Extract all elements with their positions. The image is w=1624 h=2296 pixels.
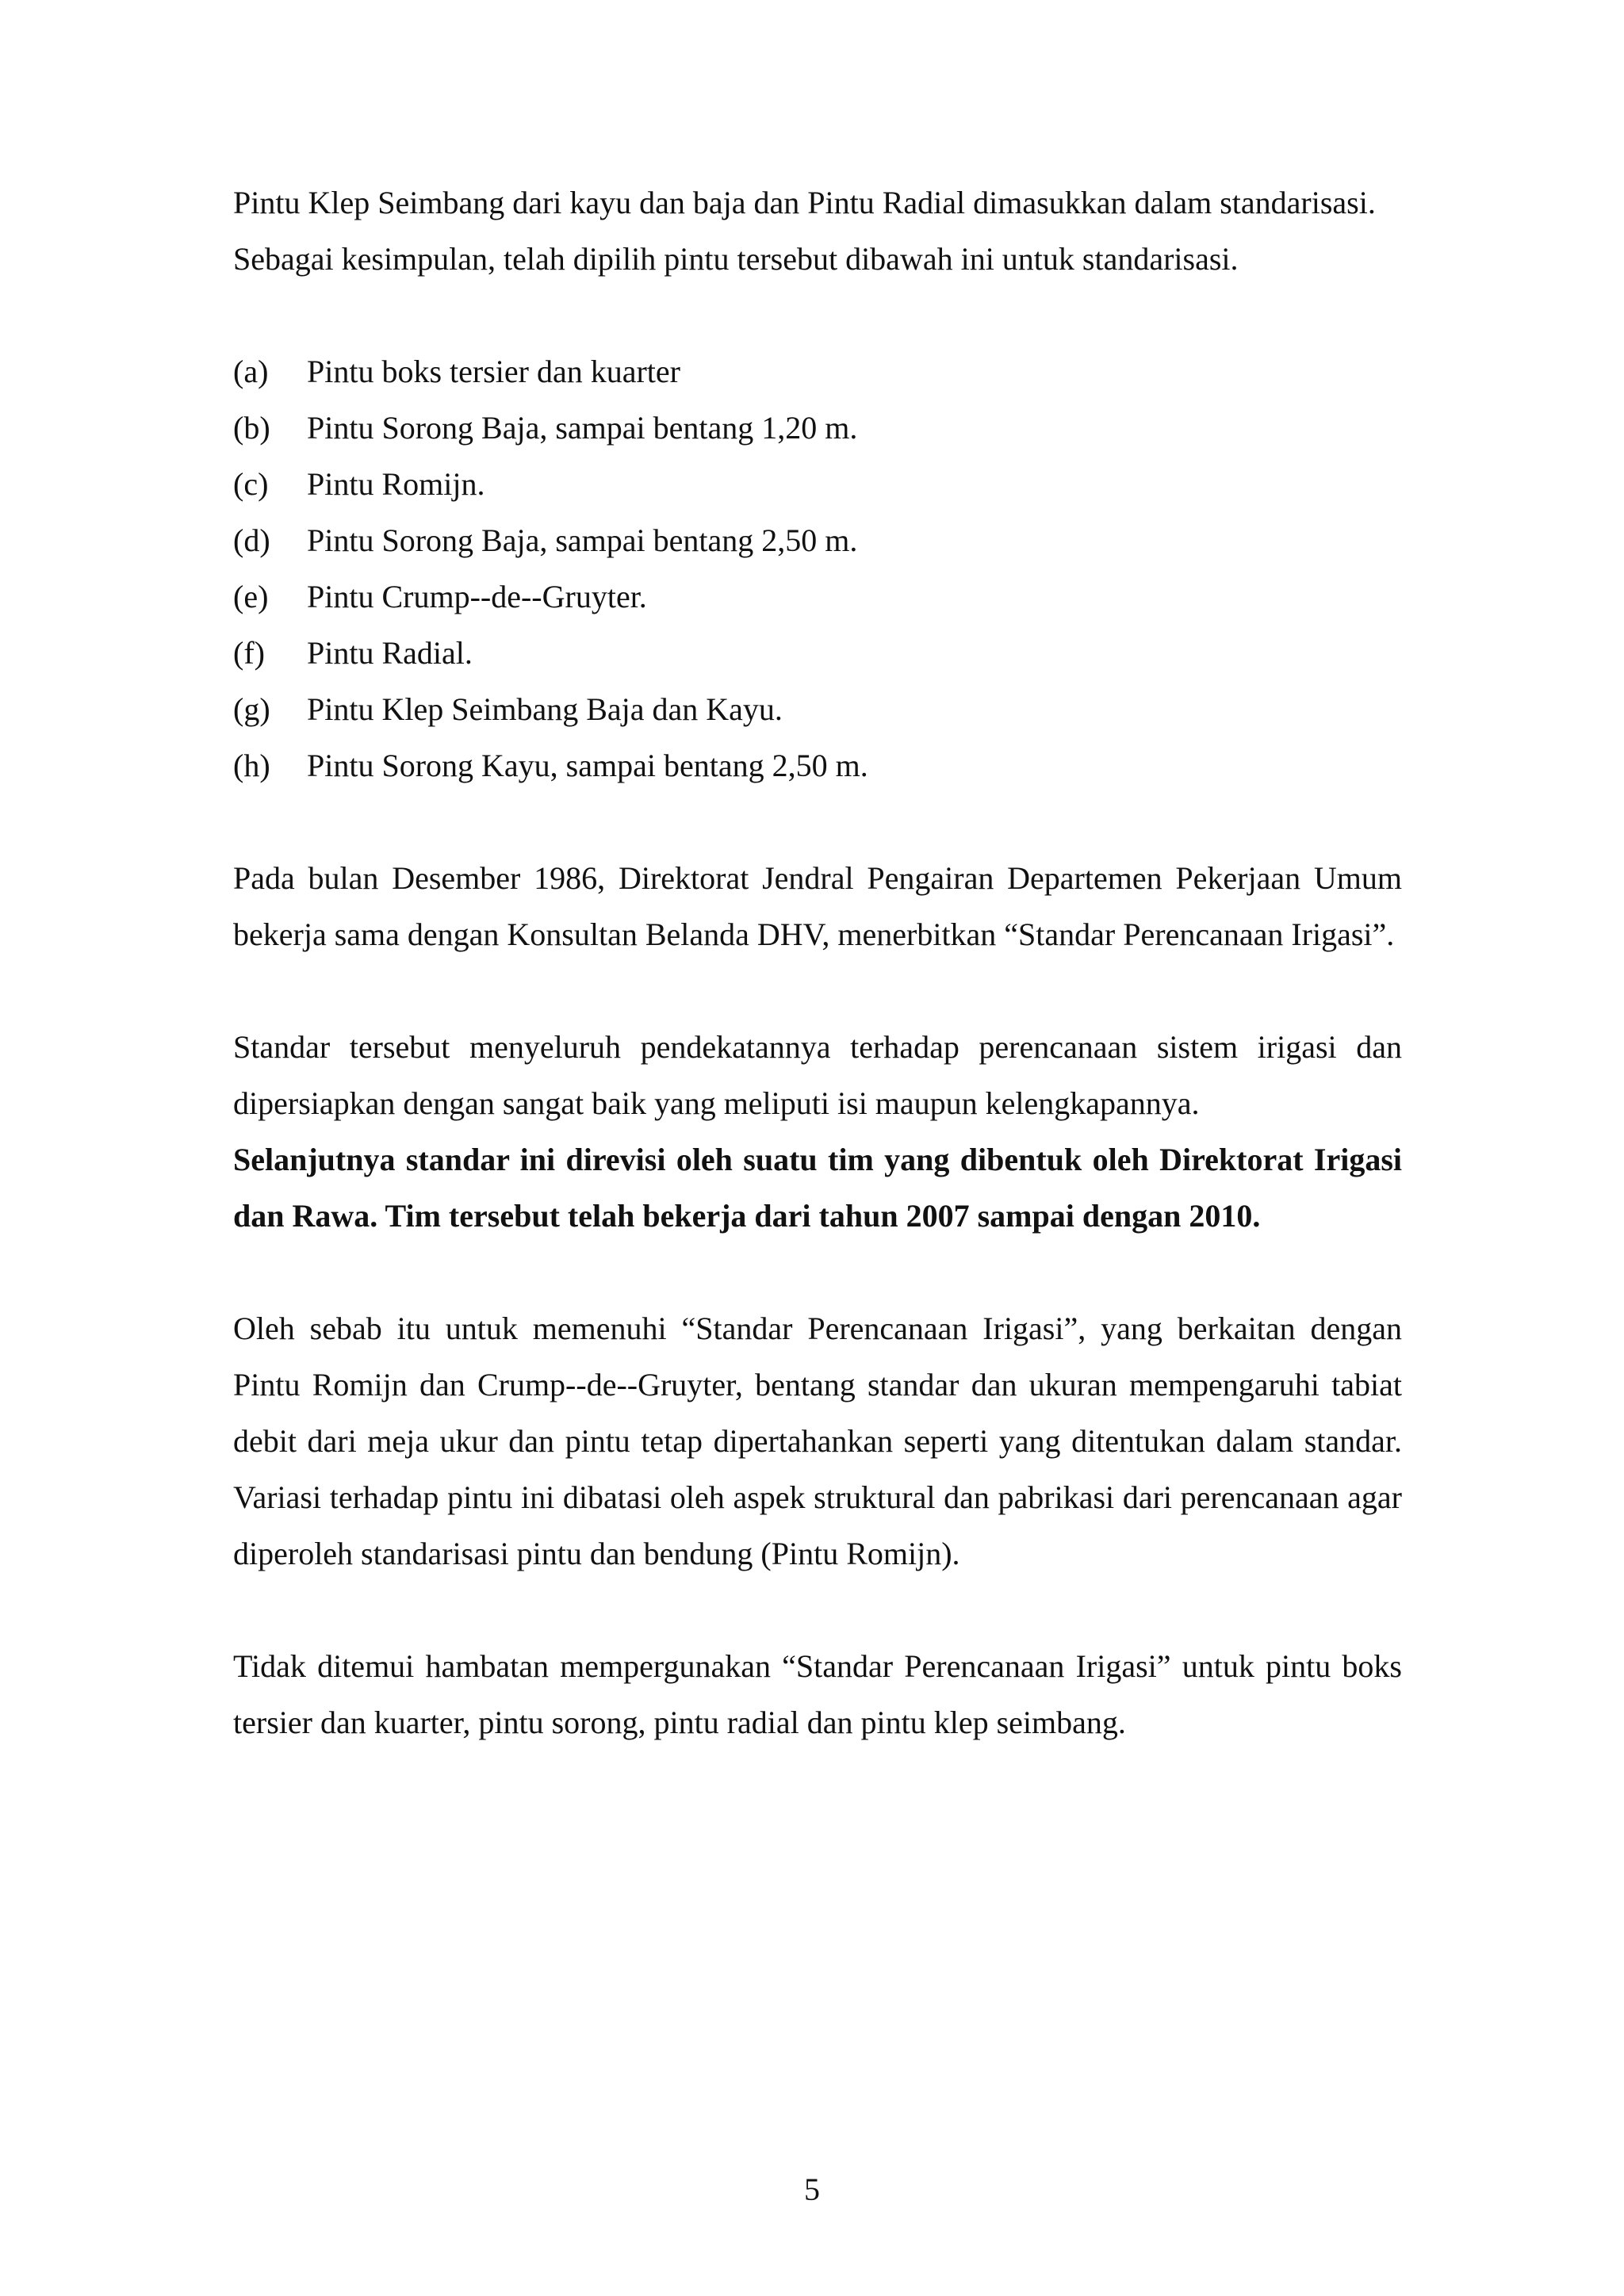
- gate-list: [233, 343, 1402, 794]
- list-marker: (c): [233, 466, 269, 502]
- list-item: [233, 681, 1402, 737]
- paragraph-conclusion: Sebagai kesimpulan, telah dipilih pintu tersebut dibawah ini untuk standarisasi.: [233, 241, 1239, 277]
- list-item: [233, 568, 1402, 625]
- document-body: [233, 174, 1402, 1751]
- list-marker: (f): [233, 635, 265, 671]
- list-item: [233, 737, 1402, 794]
- list-marker: (a): [233, 354, 269, 389]
- paragraph-standard-overview: Standar tersebut menyeluruh pendekatannya terhadap perencanaan sistem irigasi dan dipersiapkan dengan sangat baik yang meliputi isi maupun kelengkapannya.: [233, 1029, 1402, 1121]
- paragraph-revision-note: Selanjutnya standar ini direvisi oleh suatu tim yang dibentuk oleh Direktorat Irigasi dan Rawa. Tim tersebut telah bekerja dari tahun 2007 sampai dengan 2010.: [233, 1142, 1402, 1234]
- list-item-text: Pintu Klep Seimbang Baja dan Kayu.: [307, 691, 783, 727]
- list-marker: (b): [233, 410, 270, 446]
- page-number: 5: [804, 2172, 820, 2207]
- list-item-text: Pintu Sorong Kayu, sampai bentang 2,50 m.: [307, 748, 868, 783]
- list-marker: (h): [233, 748, 270, 783]
- spacer: [233, 287, 1402, 343]
- list-item-text: Pintu Radial.: [307, 635, 473, 671]
- spacer: [233, 1244, 1402, 1300]
- spacer: [233, 962, 1402, 1019]
- list-marker: (g): [233, 691, 270, 727]
- spacer: [233, 794, 1402, 850]
- spacer: [233, 1582, 1402, 1638]
- paragraph-publication-history: Pada bulan Desember 1986, Direktorat Jendral Pengairan Departemen Pekerjaan Umum bekerja sama dengan Konsultan Belanda DHV, menerbitkan “Standar Perencanaan Irigasi”.: [233, 860, 1402, 952]
- paragraph-romijn-crump: Oleh sebab itu untuk memenuhi “Standar Perencanaan Irigasi”, yang berkaitan dengan Pintu Romijn dan Crump--de--Gruyter, bentang standar dan ukuran mempengaruhi tabiat debit dari meja ukur dan pintu tetap dipertahankan seperti yang ditentukan dalam standar. Variasi terhadap pintu ini dibatasi oleh aspek struktural dan pabrikasi dari perencanaan agar diperoleh standarisasi pintu dan bendung (Pintu Romijn).: [233, 1311, 1402, 1571]
- list-marker: (e): [233, 579, 269, 614]
- paragraph-no-obstacles: Tidak ditemui hambatan mempergunakan “Standar Perencanaan Irigasi” untuk pintu boks tersier dan kuarter, pintu sorong, pintu radial dan pintu klep seimbang.: [233, 1648, 1402, 1740]
- list-item-text: Pintu Crump--de--Gruyter.: [307, 579, 647, 614]
- paragraph-standardization-intro: Pintu Klep Seimbang dari kayu dan baja dan Pintu Radial dimasukkan dalam standarisasi.: [233, 185, 1376, 220]
- list-item: [233, 343, 1402, 400]
- list-marker: (d): [233, 522, 270, 558]
- list-item-text: Pintu Sorong Baja, sampai bentang 2,50 m.: [307, 522, 858, 558]
- list-item-text: Pintu Sorong Baja, sampai bentang 1,20 m.: [307, 410, 858, 446]
- list-item-text: Pintu Romijn.: [307, 466, 485, 502]
- list-item: [233, 625, 1402, 681]
- list-item: [233, 400, 1402, 456]
- list-item-text: Pintu boks tersier dan kuarter: [307, 354, 680, 389]
- list-item: [233, 512, 1402, 568]
- list-item: [233, 456, 1402, 512]
